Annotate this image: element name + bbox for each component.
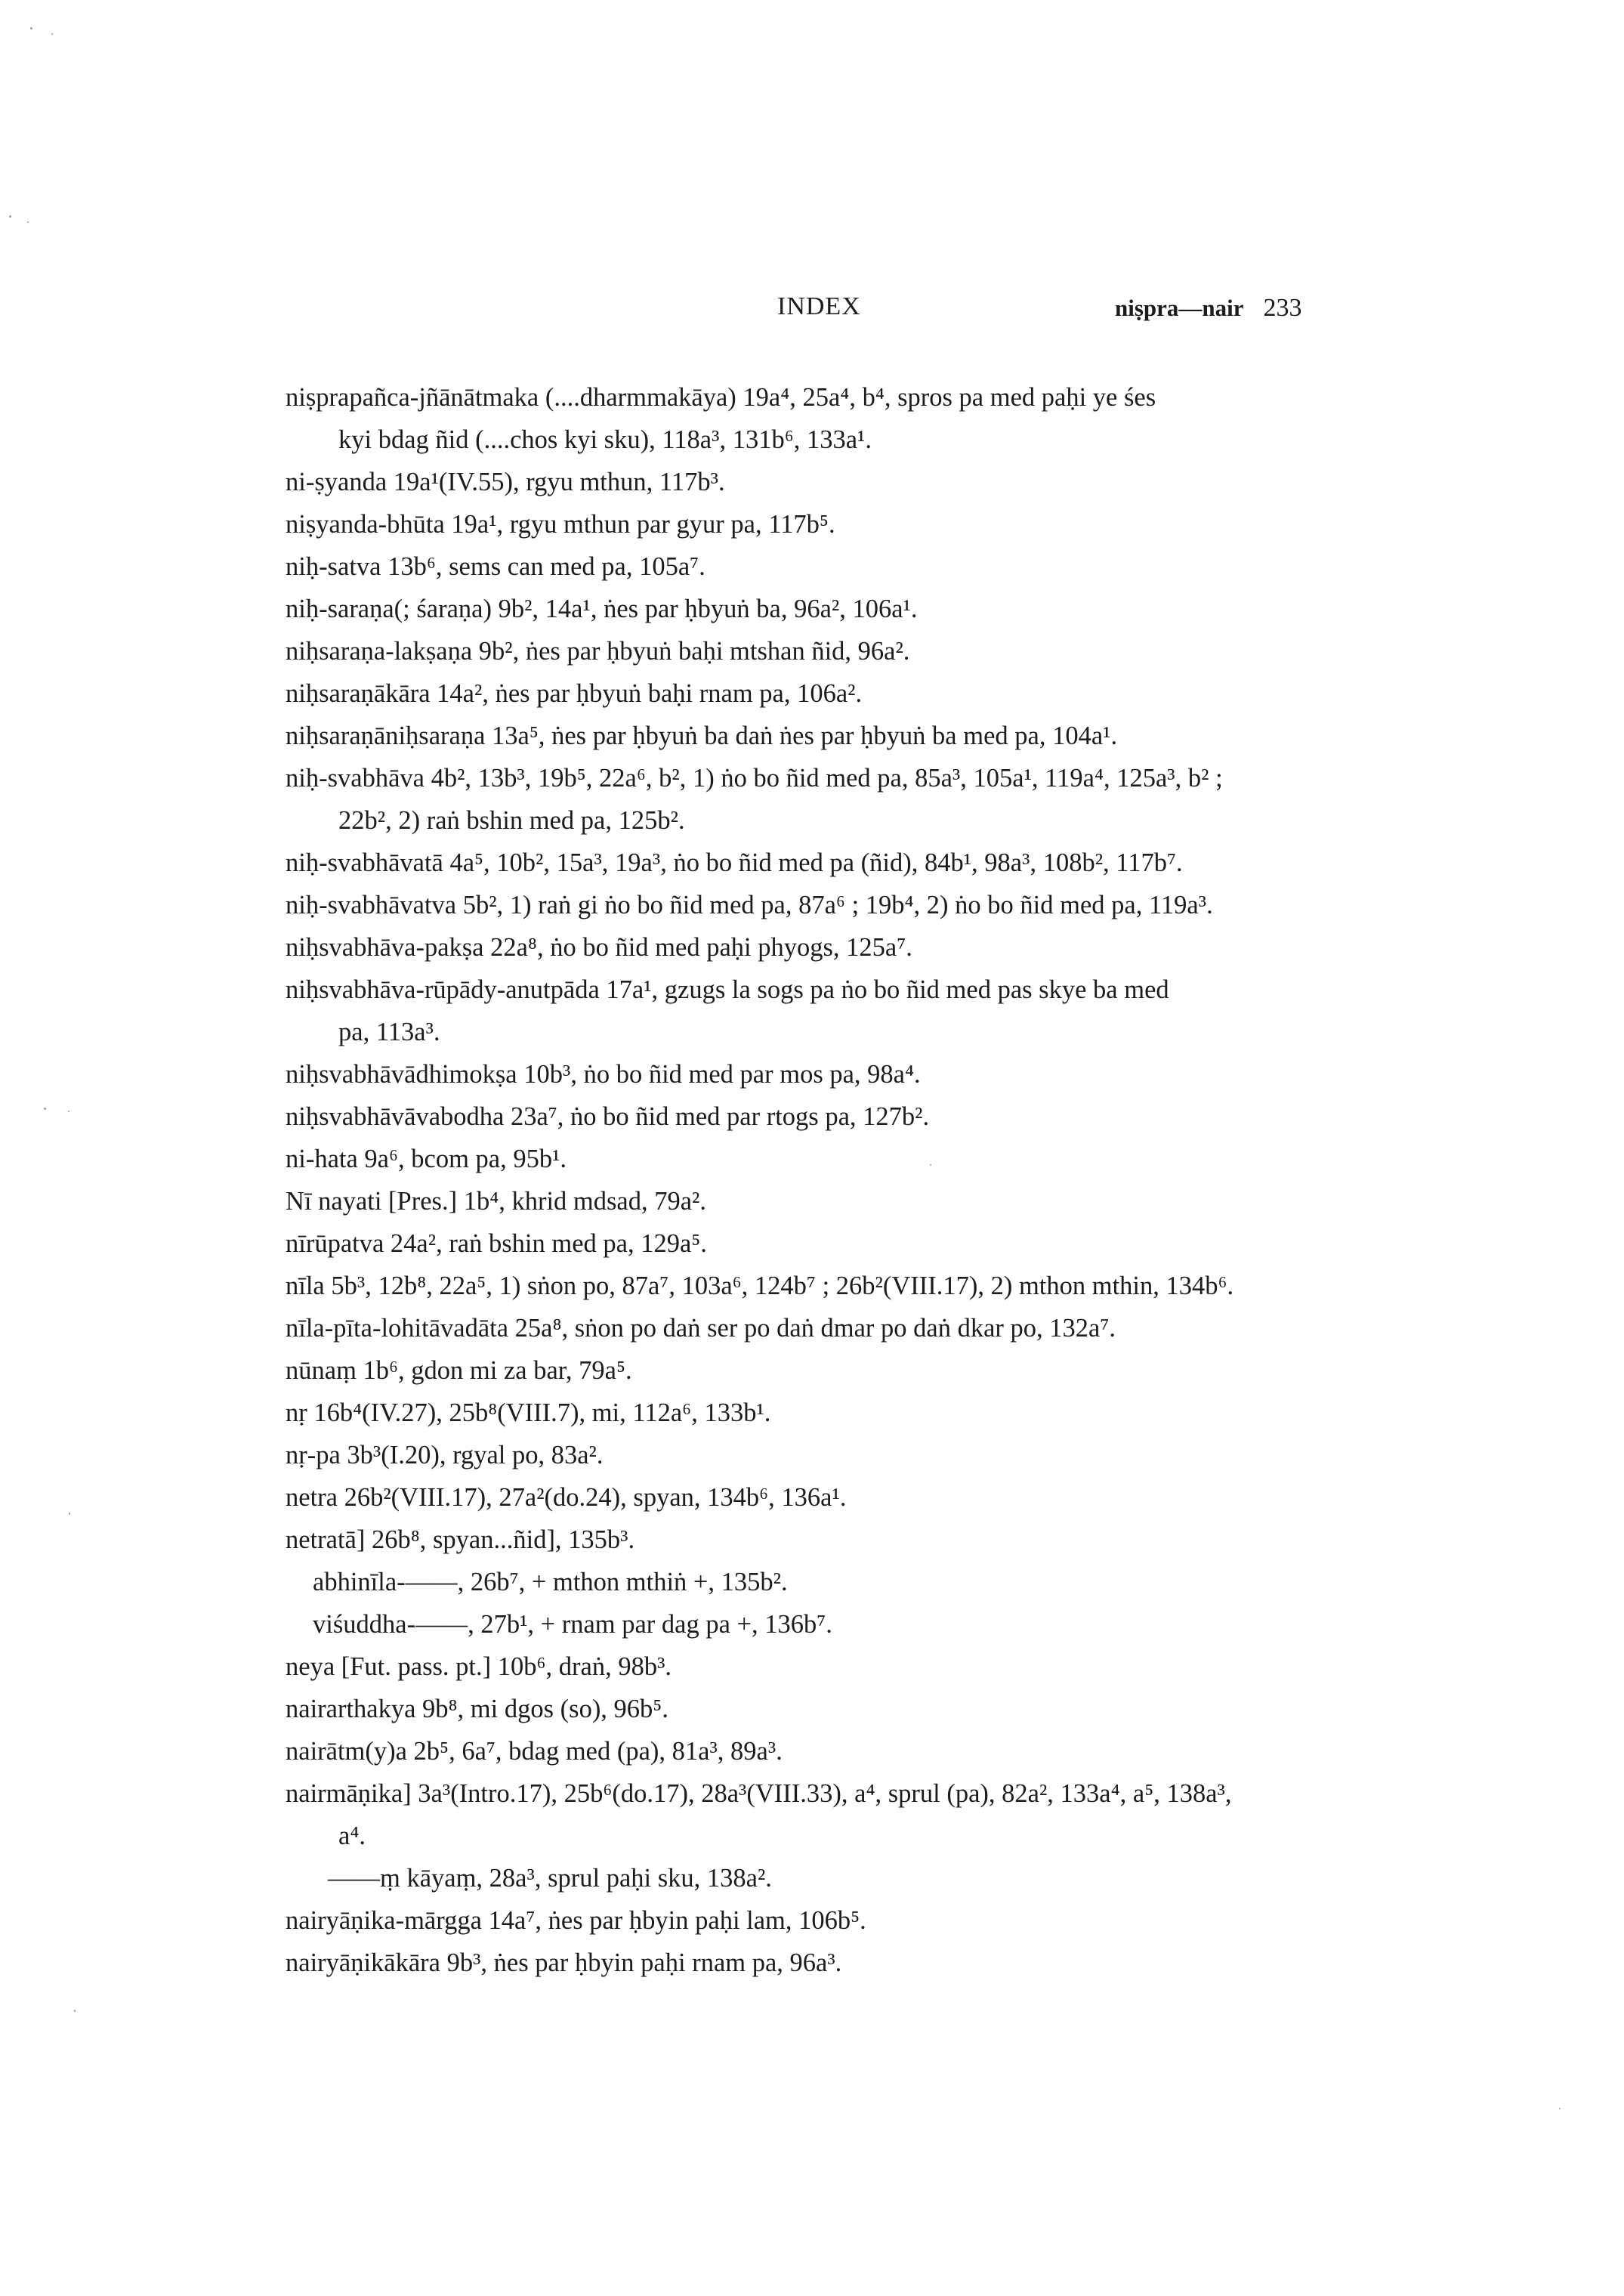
entry-text: neya [Fut. pass. pt.] 10b⁶, draṅ, 98b³.	[286, 1652, 672, 1681]
entry-text: niḥsaraṇāniḥsaraṇa 13a⁵, ṅes par ḥbyuṅ ba daṅ ṅes par ḥbyuṅ ba med pa, 104a¹.	[286, 722, 1118, 750]
index-entry	[286, 757, 1358, 842]
index-entry	[286, 1730, 1358, 1772]
entry-text: niḥsvabhāva-rūpādy-anutpāda 17a¹, gzugs la sogs pa ṅo bo ñid med pas skye ba med	[286, 975, 1169, 1004]
index-entry	[286, 545, 1358, 588]
index-entry	[286, 1476, 1358, 1519]
index-entry	[286, 1899, 1358, 1942]
index-entry	[286, 376, 1358, 461]
index-entry	[286, 630, 1358, 672]
entry-text: niḥsaraṇākāra 14a², ṅes par ḥbyuṅ baḥi rnam pa, 106a².	[286, 679, 863, 708]
index-entry	[286, 461, 1358, 503]
entry-text: nṛ 16b⁴(IV.27), 25b⁸(VIII.7), mi, 112a⁶, 133b¹.	[286, 1398, 771, 1427]
index-entry	[286, 842, 1358, 884]
index-entry	[286, 1265, 1358, 1307]
header-range-text: niṣpra—nair	[1115, 295, 1244, 321]
index-entry	[286, 672, 1358, 715]
entry-text: viśuddha-——, 27b¹, + rnam par dag pa +, 136b⁷.	[313, 1610, 832, 1639]
index-entry	[286, 1646, 1358, 1688]
entry-text: nīla-pīta-lohitāvadāta 25a⁸, sṅon po daṅ ser po daṅ dmar po daṅ dkar po, 132a⁷.	[286, 1314, 1116, 1343]
index-entry	[286, 1603, 1358, 1646]
entry-text: nīrūpatva 24a², raṅ bshin med pa, 129a⁵.	[286, 1229, 707, 1258]
entry-text: nairyāṇikākāra 9b³, ṅes par ḥbyin paḥi rnam pa, 96a³.	[286, 1948, 842, 1977]
index-entry	[286, 969, 1358, 1053]
index-entry	[286, 715, 1358, 757]
index-entry	[286, 1138, 1358, 1180]
entry-text: ni-ṣyanda 19a¹(IV.55), rgyu mthun, 117b³.	[286, 468, 725, 496]
index-entry	[286, 1349, 1358, 1392]
index-entry	[286, 1519, 1358, 1561]
entry-text: niḥsvabhāva-pakṣa 22a⁸, ṅo bo ñid med paḥi phyogs, 125a⁷.	[286, 933, 912, 962]
entry-text: nairyāṇika-mārgga 14a⁷, ṅes par ḥbyin paḥi lam, 106b⁵.	[286, 1906, 866, 1935]
entry-continuation: a⁴.	[338, 1822, 366, 1850]
index-entry	[286, 884, 1358, 926]
entry-text: niḥ-satva 13b⁶, sems can med pa, 105a⁷.	[286, 552, 705, 581]
entry-text: nūnaṃ 1b⁶, gdon mi za bar, 79a⁵.	[286, 1356, 632, 1385]
entry-text: niṣprapañca-jñānātmaka (....dharmmakāya) 19a⁴, 25a⁴, b⁴, spros pa med paḥi ye śes	[286, 383, 1156, 412]
entry-text: niḥsaraṇa-lakṣaṇa 9b², ṅes par ḥbyuṅ baḥi mtshan ñid, 96a².	[286, 637, 910, 666]
entry-text: nṛ-pa 3b³(I.20), rgyal po, 83a².	[286, 1441, 604, 1469]
entry-text: netra 26b²(VIII.17), 27a²(do.24), spyan, 134b⁶, 136a¹.	[286, 1483, 847, 1512]
index-entry	[286, 1561, 1358, 1603]
index-entry	[286, 926, 1358, 969]
entry-continuation: kyi bdag ñid (....chos kyi sku), 118a³, 131b⁶, 133a¹.	[338, 425, 872, 454]
entry-text: ——ṃ kāyaṃ, 28a³, sprul paḥi sku, 138a².	[328, 1864, 772, 1893]
header-range	[1115, 294, 1302, 323]
entry-text: niḥ-svabhāvatā 4a⁵, 10b², 15a³, 19a³, ṅo bo ñid med pa (ñid), 84b¹, 98a³, 108b², 117b⁷.	[286, 848, 1183, 877]
entry-text: nairmāṇika] 3a³(Intro.17), 25b⁶(do.17), 28a³(VIII.33), a⁴, sprul (pa), 82a², 133a⁴, a⁵, 138a³,	[286, 1779, 1232, 1808]
entry-text: niḥ-saraṇa(; śaraṇa) 9b², 14a¹, ṅes par ḥbyuṅ ba, 96a², 106a¹.	[286, 595, 918, 623]
entry-text: niḥsvabhāvāvabodha 23a⁷, ṅo bo ñid med par rtogs pa, 127b².	[286, 1102, 930, 1131]
entry-continuation: pa, 113a³.	[338, 1018, 440, 1046]
entry-text: niḥsvabhāvādhimokṣa 10b³, ṅo bo ñid med par mos pa, 98a⁴.	[286, 1060, 921, 1089]
page-number: 233	[1263, 294, 1302, 322]
entry-text: niḥ-svabhāva 4b², 13b³, 19b⁵, 22a⁶, b², 1) ṅo bo ñid med pa, 85a³, 105a¹, 119a⁴, 125a³, b² ;	[286, 764, 1223, 793]
index-entry	[286, 1222, 1358, 1265]
index-entries	[286, 376, 1358, 1984]
index-entry	[286, 1688, 1358, 1730]
index-entry	[286, 1942, 1358, 1984]
entry-text: nairarthakya 9b⁸, mi dgos (so), 96b⁵.	[286, 1695, 668, 1723]
index-entry	[286, 1053, 1358, 1095]
index-entry	[286, 1392, 1358, 1434]
index-entry	[286, 588, 1358, 630]
index-entry	[286, 1095, 1358, 1138]
entry-text: nairātm(y)a 2b⁵, 6a⁷, bdag med (pa), 81a³, 89a³.	[286, 1737, 783, 1766]
index-entry	[286, 1307, 1358, 1349]
entry-text: Nī nayati [Pres.] 1b⁴, khrid mdsad, 79a².	[286, 1187, 707, 1216]
entry-continuation: 22b², 2) raṅ bshin med pa, 125b².	[338, 806, 685, 835]
entry-text: netratā] 26b⁸, spyan...ñid], 135b³.	[286, 1525, 635, 1554]
entry-text: niḥ-svabhāvatva 5b², 1) raṅ gi ṅo bo ñid med pa, 87a⁶ ; 19b⁴, 2) ṅo bo ñid med pa, 119a³.	[286, 891, 1213, 919]
index-entry	[286, 1434, 1358, 1476]
index-entry	[286, 1180, 1358, 1222]
index-entry	[286, 503, 1358, 545]
header-title: INDEX	[777, 292, 861, 320]
entry-text: niṣyanda-bhūta 19a¹, rgyu mthun par gyur pa, 117b⁵.	[286, 510, 835, 539]
entry-text: nīla 5b³, 12b⁸, 22a⁵, 1) sṅon po, 87a⁷, 103a⁶, 124b⁷ ; 26b²(VIII.17), 2) mthon mthin, 134b⁶.	[286, 1272, 1234, 1300]
entry-text: abhinīla-——, 26b⁷, + mthon mthiṅ +, 135b².	[313, 1568, 788, 1596]
index-entry	[286, 1857, 1358, 1899]
index-entry	[286, 1772, 1358, 1857]
entry-text: ni-hata 9a⁶, bcom pa, 95b¹.	[286, 1145, 567, 1173]
